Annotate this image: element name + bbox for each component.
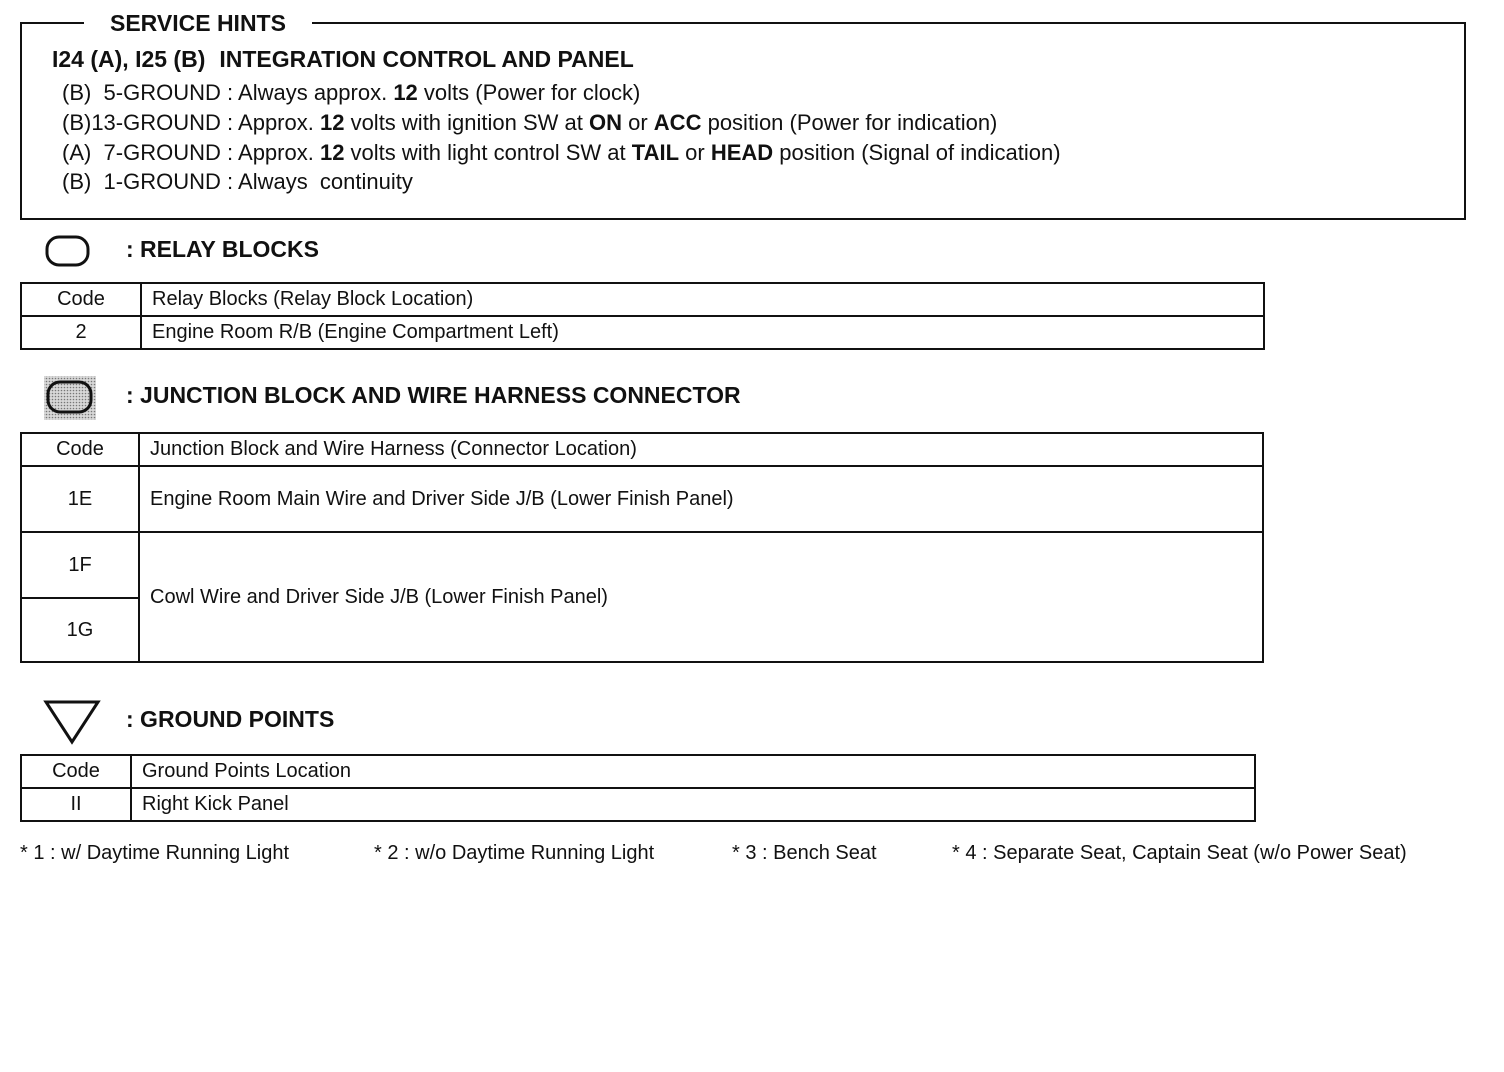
code-cell: II [21,788,131,821]
code-header: Code [21,283,141,316]
junction-blocks-table [20,432,1264,663]
footnote: * 4 : Separate Seat, Captain Seat (w/o Power Seat) [952,842,1407,864]
table-row [21,316,1264,349]
junction-block-icon [42,374,98,422]
table-header-row [21,433,1263,466]
desc-header: Junction Block and Wire Harness (Connector Location) [139,433,1263,466]
ground-points-table [20,754,1256,822]
table-row [21,466,1263,532]
ground-point-icon [42,698,102,746]
hint-line: (B) 1-GROUND : Always continuity [62,169,413,194]
desc-header: Relay Blocks (Relay Block Location) [141,283,1264,316]
connector-ids: I24 (A), I25 (B) [52,46,206,72]
footnote: * 2 : w/o Daytime Running Light [374,842,655,864]
component-name: INTEGRATION CONTROL AND PANEL [219,46,634,72]
footnotes [20,842,1407,957]
service-hints-heading [52,46,634,73]
code-header: Code [21,433,139,466]
desc-header: Ground Points Location [131,755,1255,788]
footnote: * 1 : w/ Daytime Running Light [20,842,290,864]
code-header: Code [21,755,131,788]
table-header-row [21,283,1264,316]
table-row [21,788,1255,821]
code-cell: 1F [21,532,139,598]
relay-blocks-legend: : RELAY BLOCKS [126,236,319,262]
desc-cell: Engine Room R/B (Engine Compartment Left) [141,316,1264,349]
code-cell: 1E [21,466,139,532]
table-row [21,532,1263,598]
service-hints-title: SERVICE HINTS [84,9,312,37]
table-header-row [21,755,1255,788]
junction-blocks-legend: : JUNCTION BLOCK AND WIRE HARNESS CONNECTOR [126,382,741,408]
hint-line: (B)13-GROUND : Approx. 12 volts with ignition SW at ON or ACC position (Power for indication) [62,110,998,135]
relay-blocks-table [20,282,1265,350]
hint-line: (B) 5-GROUND : Always approx. 12 volts (Power for clock) [62,80,641,105]
desc-cell: Engine Room Main Wire and Driver Side J/B (Lower Finish Panel) [139,466,1263,532]
relay-block-icon [44,234,92,268]
desc-cell: Right Kick Panel [131,788,1255,821]
ground-points-legend: : GROUND POINTS [126,706,335,732]
code-cell: 2 [21,316,141,349]
hint-line: (A) 7-GROUND : Approx. 12 volts with light control SW at TAIL or HEAD position (Signal of indication) [62,140,1061,165]
footnote: * 3 : Bench Seat [732,842,877,864]
code-cell: 1G [21,598,139,662]
desc-cell: Cowl Wire and Driver Side J/B (Lower Finish Panel) [139,532,1263,662]
